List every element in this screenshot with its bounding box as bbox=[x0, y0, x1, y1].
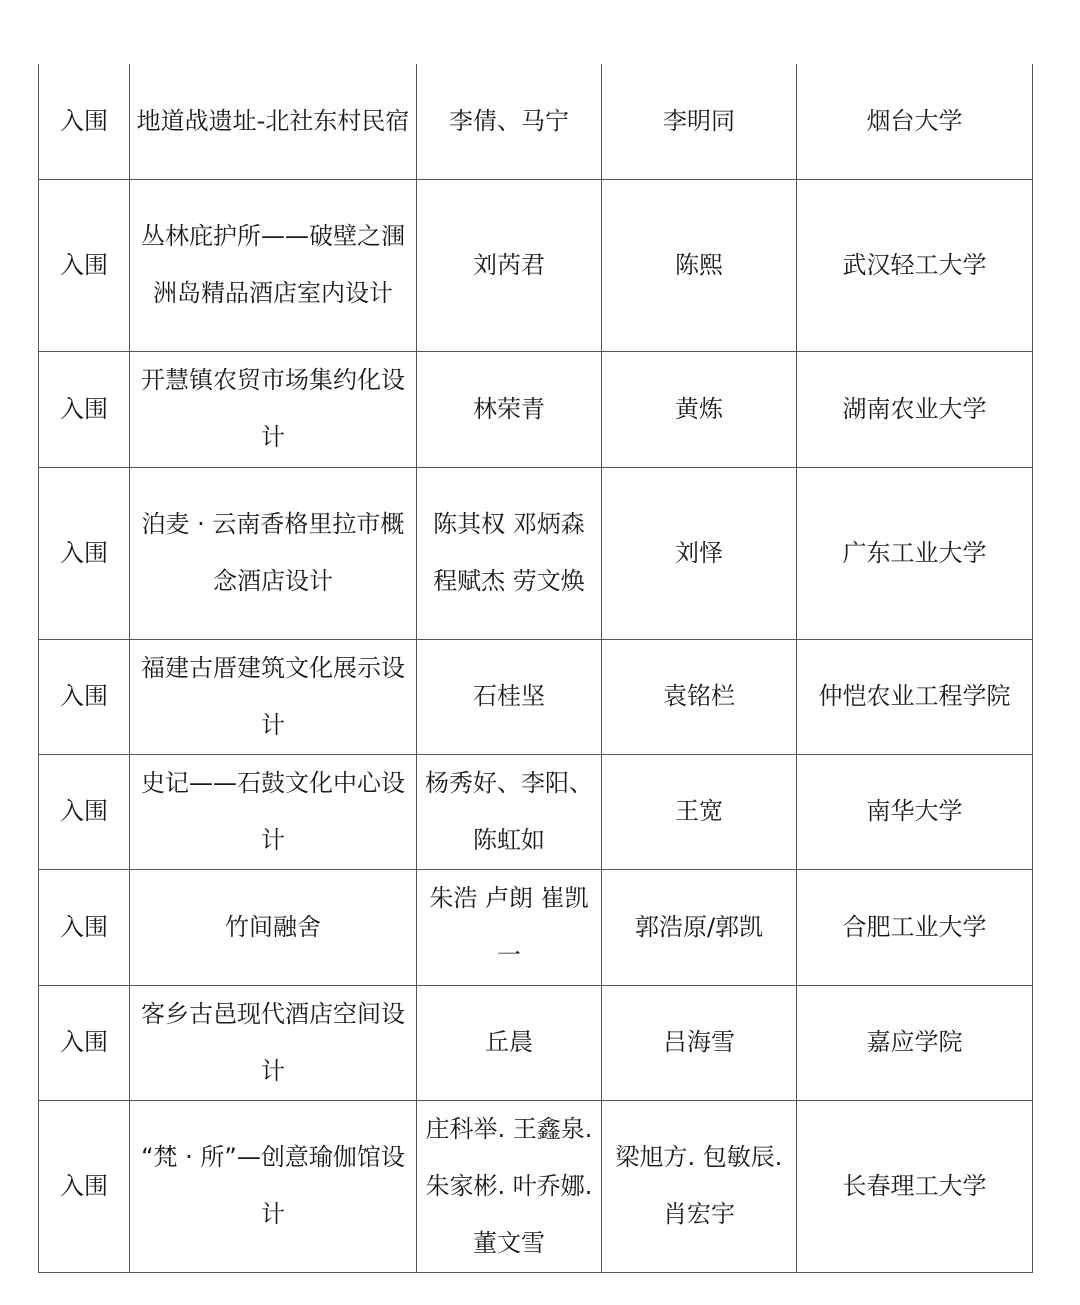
advisor-cell: 袁铭栏 bbox=[602, 639, 797, 754]
advisor-cell: 陈熙 bbox=[602, 179, 797, 351]
school-cell: 长春理工大学 bbox=[797, 1100, 1033, 1272]
advisor-cell: 吕海雪 bbox=[602, 985, 797, 1100]
authors-cell: 庄科举. 王鑫泉. 朱家彬. 叶乔娜. 董文雪 bbox=[417, 1100, 602, 1272]
table-row bbox=[39, 351, 1033, 467]
project-title-cell: 竹间融舍 bbox=[130, 869, 417, 985]
authors-cell: 李倩、马宁 bbox=[417, 64, 602, 179]
authors-cell: 朱浩 卢朗 崔凯一 bbox=[417, 869, 602, 985]
authors-cell: 林荣青 bbox=[417, 351, 602, 467]
advisor-cell: 刘怿 bbox=[602, 467, 797, 639]
authors-cell: 丘晨 bbox=[417, 985, 602, 1100]
advisor-cell: 王宽 bbox=[602, 754, 797, 869]
authors-cell: 杨秀好、李阳、陈虹如 bbox=[417, 754, 602, 869]
project-title-cell: 开慧镇农贸市场集约化设计 bbox=[130, 351, 417, 467]
table-row bbox=[39, 639, 1033, 754]
advisor-cell: 黄炼 bbox=[602, 351, 797, 467]
table-row bbox=[39, 1100, 1033, 1272]
status-cell: 入围 bbox=[39, 985, 130, 1100]
table-row bbox=[39, 179, 1033, 351]
project-title-cell: 史记——石鼓文化中心设计 bbox=[130, 754, 417, 869]
project-title-cell: 福建古厝建筑文化展示设计 bbox=[130, 639, 417, 754]
table-row bbox=[39, 64, 1033, 179]
status-cell: 入围 bbox=[39, 64, 130, 179]
school-cell: 武汉轻工大学 bbox=[797, 179, 1033, 351]
status-cell: 入围 bbox=[39, 467, 130, 639]
status-cell: 入围 bbox=[39, 1100, 130, 1272]
authors-cell: 石桂坚 bbox=[417, 639, 602, 754]
school-cell: 烟台大学 bbox=[797, 64, 1033, 179]
school-cell: 南华大学 bbox=[797, 754, 1033, 869]
table-row bbox=[39, 754, 1033, 869]
table-row bbox=[39, 869, 1033, 985]
school-cell: 广东工业大学 bbox=[797, 467, 1033, 639]
status-cell: 入围 bbox=[39, 869, 130, 985]
status-cell: 入围 bbox=[39, 351, 130, 467]
project-title-cell: 地道战遗址-北社东村民宿 bbox=[130, 64, 417, 179]
authors-cell: 陈其权 邓炳森 程赋杰 劳文焕 bbox=[417, 467, 602, 639]
advisor-cell: 郭浩原/郭凯 bbox=[602, 869, 797, 985]
school-cell: 湖南农业大学 bbox=[797, 351, 1033, 467]
school-cell: 仲恺农业工程学院 bbox=[797, 639, 1033, 754]
project-title-cell: “梵 · 所”—创意瑜伽馆设计 bbox=[130, 1100, 417, 1272]
project-title-cell: 泊麦 · 云南香格里拉市概念酒店设计 bbox=[130, 467, 417, 639]
awards-table bbox=[38, 64, 1033, 1273]
school-cell: 合肥工业大学 bbox=[797, 869, 1033, 985]
table-row bbox=[39, 985, 1033, 1100]
status-cell: 入围 bbox=[39, 179, 130, 351]
status-cell: 入围 bbox=[39, 754, 130, 869]
advisor-cell: 梁旭方. 包敏辰. 肖宏宇 bbox=[602, 1100, 797, 1272]
authors-cell: 刘芮君 bbox=[417, 179, 602, 351]
status-cell: 入围 bbox=[39, 639, 130, 754]
table-row bbox=[39, 467, 1033, 639]
project-title-cell: 丛林庇护所——破壁之涠洲岛精品酒店室内设计 bbox=[130, 179, 417, 351]
advisor-cell: 李明同 bbox=[602, 64, 797, 179]
awards-table-body bbox=[39, 64, 1033, 1272]
project-title-cell: 客乡古邑现代酒店空间设计 bbox=[130, 985, 417, 1100]
school-cell: 嘉应学院 bbox=[797, 985, 1033, 1100]
